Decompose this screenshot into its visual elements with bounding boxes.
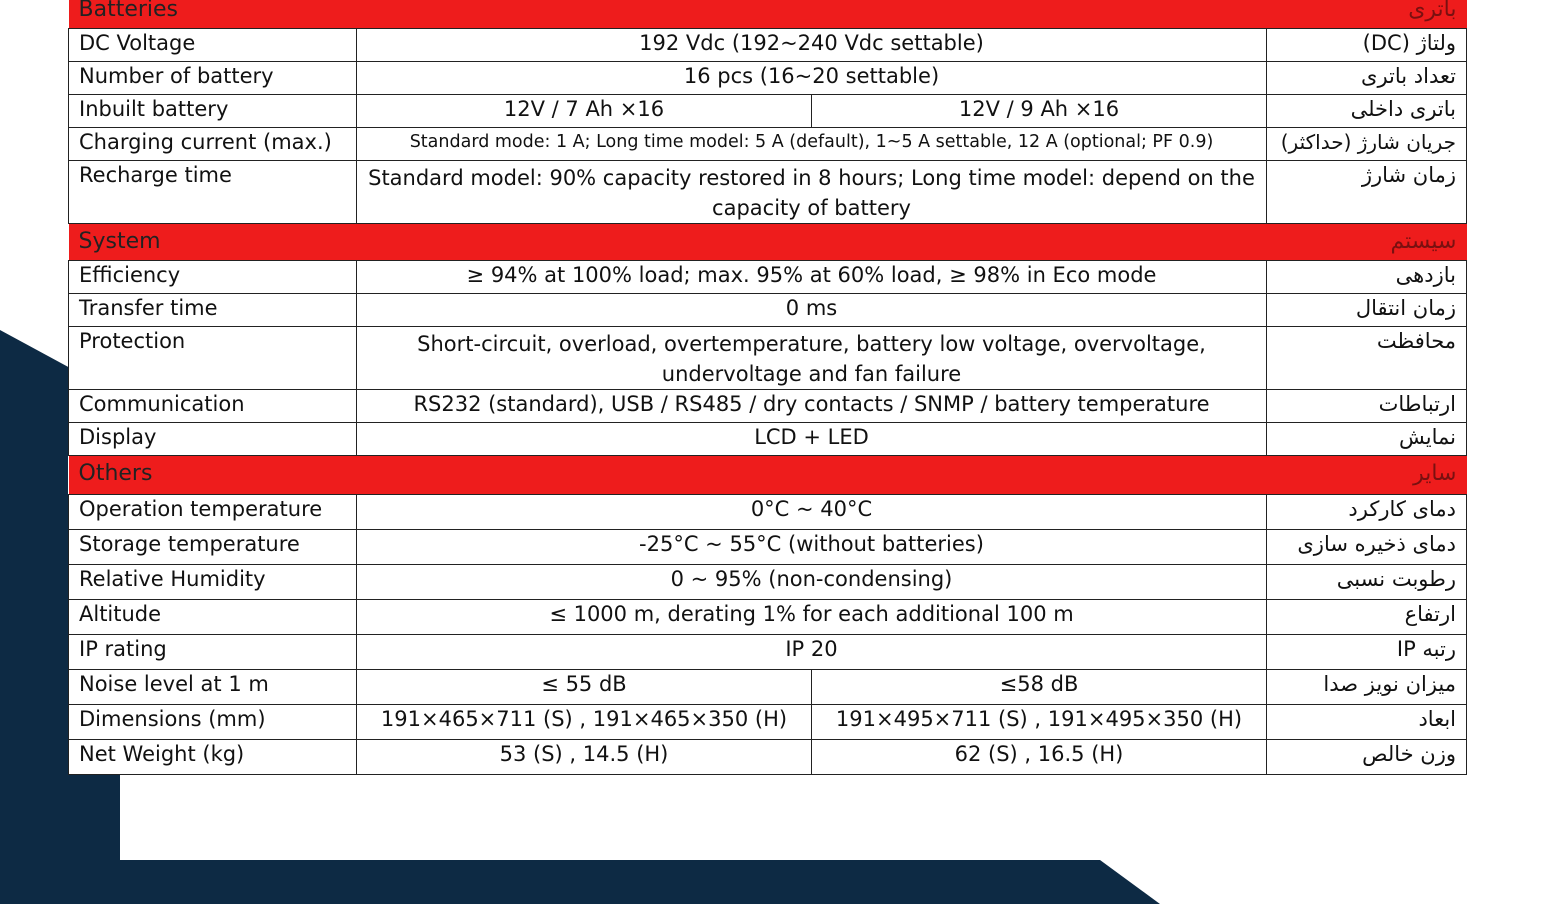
row-label-en: Transfer time [69, 294, 357, 327]
row-label-fa: ابعاد [1267, 705, 1467, 740]
table-row [69, 161, 1467, 224]
table-row [69, 740, 1467, 775]
row-value: 0°C ~ 40°C [357, 495, 1267, 530]
row-label-fa: باتری داخلی [1267, 95, 1467, 128]
table-row [69, 95, 1467, 128]
row-label-en: IP rating [69, 635, 357, 670]
row-value: IP 20 [357, 635, 1267, 670]
row-value-a: 12V / 7 Ah ×16 [357, 95, 812, 128]
row-value-b: ≤58 dB [812, 670, 1267, 705]
row-label-en: Storage temperature [69, 530, 357, 565]
row-label-fa: تعداد باتری [1267, 62, 1467, 95]
row-value-a: ≤ 55 dB [357, 670, 812, 705]
row-value: Standard model: 90% capacity restored in 8 hours; Long time model: depend on the capacity of battery [357, 161, 1267, 224]
row-value: Short-circuit, overload, overtemperature, battery low voltage, overvoltage, undervoltage and fan failure [357, 327, 1267, 390]
table-row [69, 62, 1467, 95]
spec-table [68, 0, 1467, 775]
row-label-fa: نمایش [1267, 423, 1467, 456]
table-row [69, 327, 1467, 390]
table-row [69, 495, 1467, 530]
section-title-fa: باتری [1267, 0, 1467, 29]
section-title-en: System [69, 224, 357, 261]
row-label-en: Protection [69, 327, 357, 390]
section-batteries [69, 0, 1467, 29]
table-row [69, 128, 1467, 161]
row-value: 0 ms [357, 294, 1267, 327]
row-label-en: Recharge time [69, 161, 357, 224]
row-value: -25°C ~ 55°C (without batteries) [357, 530, 1267, 565]
row-value: LCD + LED [357, 423, 1267, 456]
table-row [69, 530, 1467, 565]
table-row [69, 261, 1467, 294]
row-label-en: DC Voltage [69, 29, 357, 62]
section-title-en: Batteries [69, 0, 357, 29]
row-label-fa: رطوبت نسبی [1267, 565, 1467, 600]
row-value-b: 12V / 9 Ah ×16 [812, 95, 1267, 128]
row-label-en: Inbuilt battery [69, 95, 357, 128]
table-row [69, 423, 1467, 456]
table-row [69, 705, 1467, 740]
row-label-fa: بازدهی [1267, 261, 1467, 294]
row-label-fa: وزن خالص [1267, 740, 1467, 775]
section-title-en: Others [69, 456, 357, 495]
row-value: Standard mode: 1 A; Long time model: 5 A (default), 1~5 A settable, 12 A (optional; PF 0.9) [357, 128, 1267, 161]
row-label-en: Relative Humidity [69, 565, 357, 600]
row-label-fa: رتبه IP [1267, 635, 1467, 670]
row-value: RS232 (standard), USB / RS485 / dry contacts / SNMP / battery temperature [357, 390, 1267, 423]
section-title-fa: سایر [1267, 456, 1467, 495]
row-label-fa: ارتفاع [1267, 600, 1467, 635]
row-value-a: 53 (S) , 14.5 (H) [357, 740, 812, 775]
table-row [69, 29, 1467, 62]
row-value-b: 62 (S) , 16.5 (H) [812, 740, 1267, 775]
row-label-en: Dimensions (mm) [69, 705, 357, 740]
row-label-fa: میزان نویز صدا [1267, 670, 1467, 705]
row-value-b: 191×495×711 (S) , 191×495×350 (H) [812, 705, 1267, 740]
row-label-en: Operation temperature [69, 495, 357, 530]
row-value: 0 ~ 95% (non-condensing) [357, 565, 1267, 600]
section-others [69, 456, 1467, 495]
row-label-en: Altitude [69, 600, 357, 635]
section-system [69, 224, 1467, 261]
row-value: ≥ 94% at 100% load; max. 95% at 60% load, ≥ 98% in Eco mode [357, 261, 1267, 294]
row-label-fa: زمان انتقال [1267, 294, 1467, 327]
table-row [69, 635, 1467, 670]
row-label-en: Charging current (max.) [69, 128, 357, 161]
row-label-fa: ارتباطات [1267, 390, 1467, 423]
row-value-a: 191×465×711 (S) , 191×465×350 (H) [357, 705, 812, 740]
table-row [69, 294, 1467, 327]
row-label-en: Display [69, 423, 357, 456]
table-row [69, 670, 1467, 705]
row-value: 192 Vdc (192~240 Vdc settable) [357, 29, 1267, 62]
row-label-fa: دمای ذخیره سازی [1267, 530, 1467, 565]
row-label-fa: دمای کارکرد [1267, 495, 1467, 530]
row-label-en: Net Weight (kg) [69, 740, 357, 775]
row-label-fa: ولتاژ (DC) [1267, 29, 1467, 62]
row-label-en: Noise level at 1 m [69, 670, 357, 705]
row-label-en: Efficiency [69, 261, 357, 294]
row-label-fa: محافظت [1267, 327, 1467, 390]
row-label-en: Communication [69, 390, 357, 423]
section-title-fa: سیستم [1267, 224, 1467, 261]
row-label-en: Number of battery [69, 62, 357, 95]
row-value: 16 pcs (16~20 settable) [357, 62, 1267, 95]
table-row [69, 565, 1467, 600]
row-label-fa: زمان شارژ [1267, 161, 1467, 224]
table-row [69, 600, 1467, 635]
row-label-fa: جریان شارژ (حداکثر) [1267, 128, 1467, 161]
table-row [69, 390, 1467, 423]
row-value: ≤ 1000 m, derating 1% for each additional 100 m [357, 600, 1267, 635]
